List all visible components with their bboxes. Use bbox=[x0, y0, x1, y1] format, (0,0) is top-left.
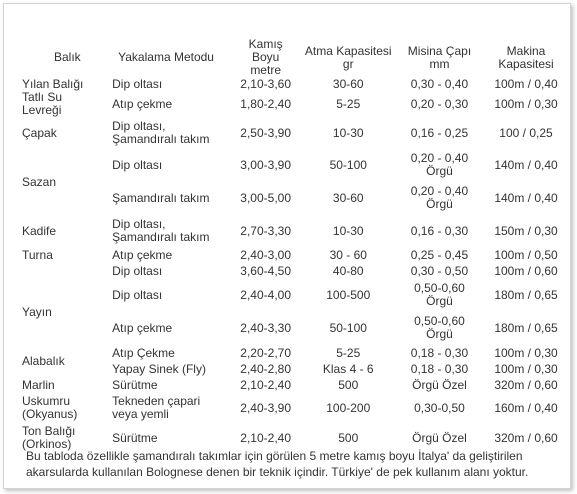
reel-cell: 320m / 0,60 bbox=[494, 377, 558, 392]
table-row bbox=[18, 117, 570, 149]
cast-cell: 100-500 bbox=[326, 287, 371, 302]
header-reel: Makina Kapasitesi bbox=[498, 43, 554, 71]
method-cell: Dip oltası bbox=[112, 287, 163, 302]
fish-cell: Yılan Balığı bbox=[22, 76, 84, 91]
cast-cell: 500 bbox=[338, 430, 359, 445]
reel-cell: 100m / 0,50 bbox=[494, 247, 558, 262]
fish-cell: Çapak bbox=[22, 125, 57, 140]
rod-cell: 3,00-5,00 bbox=[240, 190, 292, 205]
reel-cell: 100m / 0,30 bbox=[494, 96, 558, 111]
fish-cell: Alabalık bbox=[22, 353, 65, 368]
header-line: Misina Çapı mm bbox=[407, 43, 472, 71]
cast-cell: 100-200 bbox=[326, 400, 371, 415]
rod-cell: 2,10-2,40 bbox=[240, 377, 292, 392]
table-row bbox=[18, 215, 570, 247]
fish-cell bbox=[18, 263, 108, 279]
cast-cell: Klas 4 - 6 bbox=[322, 361, 374, 376]
line-cell: 0,30 - 0,40 bbox=[410, 76, 469, 91]
fish-cell: Kadife bbox=[22, 223, 57, 238]
line-cell: 0,30 - 0,50 bbox=[410, 263, 469, 278]
reel-cell: 180m / 0,65 bbox=[494, 320, 558, 335]
method-cell: Atıp çekme bbox=[112, 96, 173, 111]
reel-cell: 180m / 0,65 bbox=[494, 287, 558, 302]
line-cell: 0,25 - 0,45 bbox=[410, 247, 469, 262]
cast-cell: 5-25 bbox=[336, 345, 361, 360]
fish-cell: Sazan bbox=[22, 174, 57, 189]
header-rod: Kamış Boyu metre bbox=[248, 37, 283, 77]
cast-cell: 30-60 bbox=[332, 76, 364, 91]
line-cell: 0,50-0,60 Örgü bbox=[414, 314, 465, 341]
method-cell: Sürütme bbox=[112, 430, 158, 445]
table-row bbox=[18, 393, 570, 423]
fish-cell: Uskumru (Okyanus) bbox=[22, 394, 78, 421]
reel-cell: 100m / 0,60 bbox=[494, 263, 558, 278]
line-cell: 0,50-0,60 Örgü bbox=[414, 281, 465, 308]
footnote: Bu tabloda özellikle şamandıralı takımlar için görülen 5 metre kamış boyu İtalya' da geliştirilen akarsularda kullanılan Bolognese denen bir teknik içindir. Türkiye' de pek kullanım alanı yoktur. bbox=[26, 449, 529, 479]
method-cell: Sürütme bbox=[112, 377, 158, 392]
cast-cell: 50-100 bbox=[329, 157, 367, 172]
line-cell: Örgü Özel bbox=[412, 377, 467, 392]
table-row bbox=[18, 77, 570, 91]
rod-cell: 3,60-4,50 bbox=[240, 263, 292, 278]
method-cell: Atıp çekme bbox=[112, 320, 173, 335]
reel-cell: 150m / 0,30 bbox=[494, 223, 558, 238]
line-cell: 0,20 - 0,30 bbox=[410, 96, 469, 111]
method-cell: Dip oltası, Şamandıralı takım bbox=[112, 217, 210, 244]
rod-cell: 2,40-2,80 bbox=[240, 361, 292, 376]
method-cell: Atıp Çekme bbox=[112, 345, 175, 360]
fish-cell: Yayın bbox=[22, 304, 52, 319]
fishing-equipment-table bbox=[18, 38, 570, 453]
cast-cell: 5-25 bbox=[336, 96, 361, 111]
cast-cell: 10-30 bbox=[332, 223, 364, 238]
method-cell: Dip oltası bbox=[112, 157, 163, 172]
line-cell: 0,18 - 0,30 bbox=[410, 345, 469, 360]
table-frame bbox=[3, 3, 571, 489]
rod-cell: 3,00-3,90 bbox=[240, 157, 292, 172]
method-cell: Yapay Sinek (Fly) bbox=[112, 361, 206, 376]
method-cell: Dip oltası, Şamandıralı takım bbox=[112, 119, 210, 146]
rod-cell: 1,80-2,40 bbox=[240, 96, 292, 111]
reel-cell: 100m / 0,30 bbox=[494, 345, 558, 360]
fish-cell: Ton Balığı (Orkinos) bbox=[22, 424, 76, 451]
cast-cell: 500 bbox=[338, 377, 359, 392]
line-cell: 0,20 - 0,40 Örgü bbox=[410, 184, 469, 211]
rod-cell: 2,40-3,30 bbox=[240, 320, 292, 335]
cast-cell: 10-30 bbox=[332, 125, 364, 140]
method-cell: Atıp çekme bbox=[112, 247, 173, 262]
line-cell: 0,18 - 0,30 bbox=[410, 361, 469, 376]
header-row bbox=[18, 38, 570, 77]
line-cell: 0,16 - 0,25 bbox=[410, 125, 469, 140]
rod-cell: 2,40-4,00 bbox=[240, 287, 292, 302]
table-row bbox=[18, 279, 570, 311]
rod-cell: 2,20-2,70 bbox=[240, 345, 292, 360]
cast-cell: 30 - 60 bbox=[329, 247, 367, 262]
rod-cell: 2,10-3,60 bbox=[240, 76, 292, 91]
rod-cell: 2,40-3,90 bbox=[240, 400, 292, 415]
reel-cell: 100 / 0,25 bbox=[499, 125, 553, 140]
table-row bbox=[18, 247, 570, 263]
reel-cell: 140m / 0,40 bbox=[494, 190, 558, 205]
fish-cell: Tatlı Su Levreği bbox=[22, 90, 63, 117]
method-cell: Dip oltası bbox=[112, 76, 163, 91]
rod-cell: 2,10-2,40 bbox=[240, 430, 292, 445]
rod-cell: 2,40-3,00 bbox=[240, 247, 292, 262]
cast-cell: 50-100 bbox=[329, 320, 367, 335]
header-fish: Balık bbox=[54, 50, 81, 64]
reel-cell: 160m / 0,40 bbox=[494, 400, 558, 415]
line-cell: Örgü Özel bbox=[412, 430, 467, 445]
fish-cell: Marlin bbox=[22, 377, 55, 392]
cast-cell: 30-60 bbox=[332, 190, 364, 205]
method-cell: Tekneden çapari veya yemli bbox=[112, 394, 201, 421]
cast-cell: 40-80 bbox=[332, 263, 364, 278]
table-row bbox=[18, 377, 570, 393]
line-cell: 0,16 - 0,30 bbox=[410, 223, 469, 238]
method-cell: Dip oltası bbox=[112, 263, 163, 278]
line-cell: 0,30-0,50 bbox=[414, 400, 465, 415]
table-row bbox=[18, 149, 570, 181]
reel-cell: 100m / 0,40 bbox=[494, 76, 558, 91]
header-method: Yakalama Metodu bbox=[118, 50, 214, 64]
fish-cell: Turna bbox=[22, 247, 53, 262]
reel-cell: 320m / 0,60 bbox=[494, 430, 558, 445]
table-row bbox=[18, 345, 570, 361]
rod-cell: 2,50-3,90 bbox=[240, 125, 292, 140]
reel-cell: 140m / 0,40 bbox=[494, 157, 558, 172]
rod-cell: 2,70-3,30 bbox=[240, 223, 292, 238]
header-cast: Atma Kapasitesi gr bbox=[304, 43, 392, 71]
reel-cell: 100m / 0,30 bbox=[494, 361, 558, 376]
line-cell: 0,20 - 0,40 Örgü bbox=[410, 151, 469, 178]
method-cell: Şamandıralı takım bbox=[112, 190, 210, 205]
table-row bbox=[18, 263, 570, 279]
table-row bbox=[18, 91, 570, 117]
